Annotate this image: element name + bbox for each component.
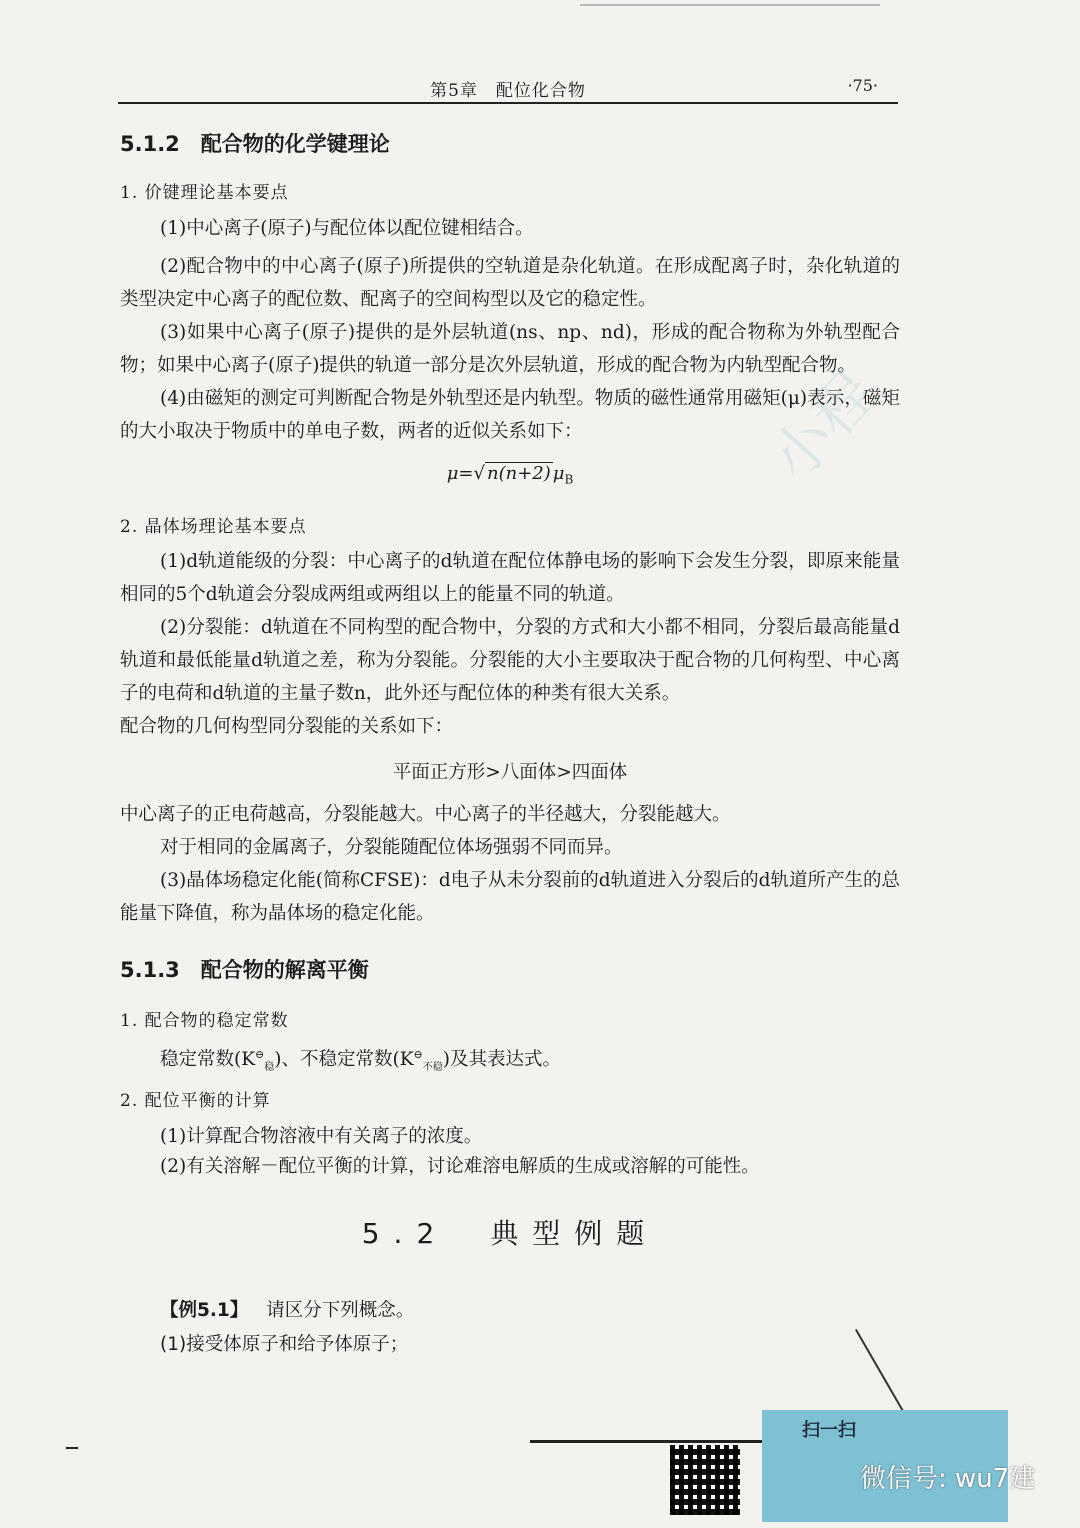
paragraph: (2)有关溶解－配位平衡的计算，讨论难溶电解质的生成或溶解的可能性。: [160, 1156, 760, 1177]
paragraph: (1)中心离子(原子)与配位体以配位键相结合。: [160, 218, 534, 239]
formula-lhs: μ=: [446, 463, 474, 484]
superscript: ⊖: [255, 1048, 265, 1061]
paragraph: (2)分裂能：d轨道在不同构型的配合物中，分裂的方式和大小都不相同，分裂后最高能量d轨道和最低能量d轨道之差，称为分裂能。分裂能的大小主要取决于配合物的几何构型、中心离子的电荷和d轨道的主量子数n，此外还与配位体的种类有很大关系。: [120, 617, 900, 704]
paragraph: (4)由磁矩的测定可判断配合物是外轨型还是内轨型。物质的磁性通常用磁矩(μ)表示，磁矩的大小取决于物质中的单电子数，两者的近似关系如下：: [120, 388, 900, 442]
text: )及其表达式。: [442, 1049, 561, 1071]
section-heading-512: 5.1.2 配合物的化学键理论: [120, 132, 390, 156]
paragraph: (2)配合物中的中心离子(原子)所提供的空轨道是杂化轨道。在形成配离子时，杂化轨道的类型决定中心离子的配位数、配离子的空间构型以及它的稳定性。: [120, 256, 900, 310]
margin-mark: [66, 1447, 78, 1449]
formula-rhs: μ: [552, 463, 565, 484]
paragraph: (3)晶体场稳定化能(简称CFSE)：d电子从未分裂前的d轨道进入分裂后的d轨道所产生的总能量下降值，称为晶体场的稳定化能。: [120, 870, 900, 924]
subheading-valence-bond: 1. 价键理论基本要点: [120, 183, 289, 203]
scan-label: 扫一扫: [802, 1420, 856, 1441]
running-header: [118, 76, 898, 102]
qr-code[interactable]: [670, 1445, 740, 1515]
formula-radicand: n(n+2): [486, 463, 551, 484]
example-heading: [160, 1296, 940, 1322]
paragraph: (1)计算配合物溶液中有关离子的浓度。: [160, 1126, 483, 1147]
formula-subscript: B: [564, 472, 574, 487]
example-text: 请区分下列概念。: [266, 1300, 415, 1321]
subscript: 不稳: [422, 1061, 443, 1073]
example-item: (1)接受体原子和给予体原子；: [160, 1334, 409, 1355]
paragraph: (1)d轨道能级的分裂：中心离子的d轨道在配位体静电场的影响下会发生分裂，即原来能量相同的5个d轨道会分裂成两组或两组以上的能量不同的轨道。: [120, 551, 900, 605]
scan-edge-line: [580, 4, 880, 6]
subheading-stability-constant: 1. 配合物的稳定常数: [120, 1011, 289, 1031]
chapter-title: 第5章 配位化合物: [430, 81, 586, 101]
section-heading-52: 5.2 典型例题: [361, 1217, 659, 1250]
section-heading-513: 5.1.3 配合物的解离平衡: [120, 958, 369, 982]
paragraph: 配合物的几何构型同分裂能的关系如下：: [120, 716, 454, 737]
subscript: 稳: [264, 1061, 275, 1073]
header-rule: [118, 102, 898, 104]
text: 稳定常数(K: [160, 1049, 256, 1071]
text: )、不稳定常数(K: [274, 1049, 414, 1071]
stability-constant-line: [120, 1038, 900, 1084]
magnetic-moment-formula: μ=√ n(n+2) $\mu_B$: [446, 463, 574, 487]
example-label: 【例5.1】: [160, 1300, 249, 1321]
paragraph: 中心离子的正电荷越高，分裂能越大。中心离子的半径越大，分裂能越大。: [120, 804, 731, 825]
superscript: ⊖: [413, 1048, 423, 1061]
splitting-order: 平面正方形>八面体>四面体: [392, 762, 628, 783]
paragraph: 对于相同的金属离子，分裂能随配位体场强弱不同而异。: [160, 837, 623, 858]
watermark: 小程: [757, 358, 890, 495]
subheading-equilibrium-calc: 2. 配位平衡的计算: [120, 1091, 271, 1111]
page-number: ·75·: [847, 76, 878, 95]
subheading-crystal-field: 2. 晶体场理论基本要点: [120, 517, 307, 537]
wechat-id: 微信号: wu7建: [860, 1464, 1036, 1494]
paragraph: (3)如果中心离子(原子)提供的是外层轨道(ns、np、nd)，形成的配合物称为外轨型配合物；如果中心离子(原子)提供的轨道一部分是次外层轨道，形成的配合物为内轨型配合物。: [120, 322, 900, 376]
